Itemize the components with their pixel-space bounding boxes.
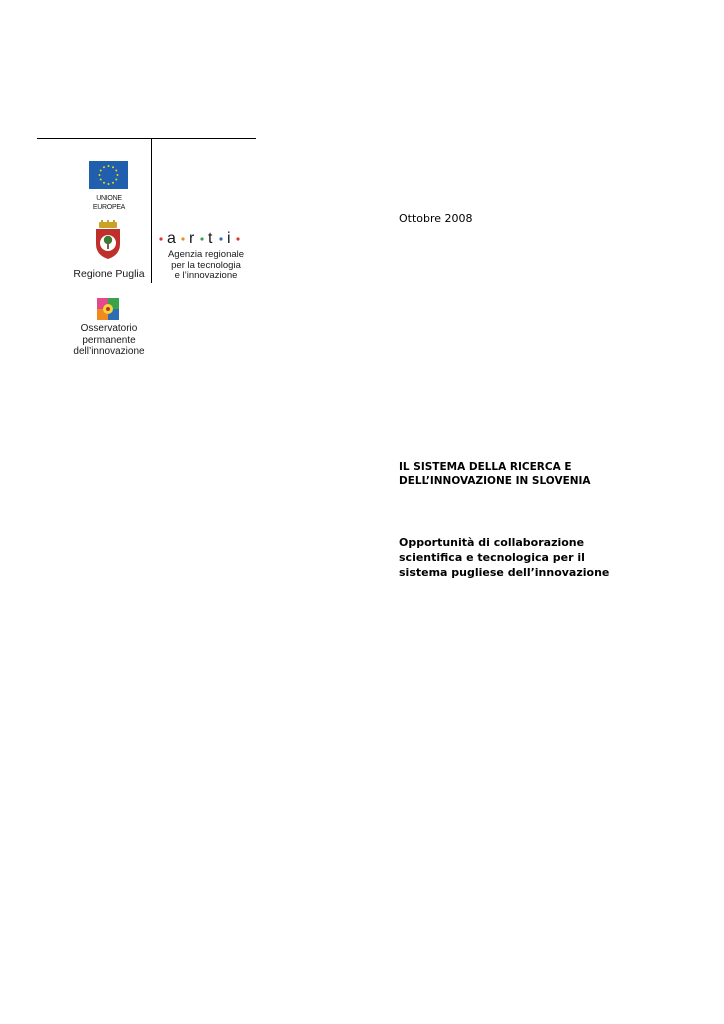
document-subtitle-line: sistema pugliese dell’innovazione [399, 566, 610, 579]
osservatorio-label-line: dell’innovazione [73, 346, 145, 357]
osservatorio-label [65, 323, 153, 358]
svg-text:t: t [208, 230, 213, 246]
arti-label-line: Agenzia regionale [167, 249, 245, 260]
eu-flag-icon [89, 161, 128, 189]
regione-puglia-logo [67, 220, 151, 284]
top-divider [37, 138, 256, 139]
arti-wordmark-icon [158, 228, 258, 246]
document-title-line: IL SISTEMA DELLA RICERCA E [399, 461, 572, 473]
eu-logo [87, 161, 131, 211]
svg-text:i: i [227, 230, 231, 246]
osservatorio-logo [65, 298, 159, 364]
arti-label-line: e l’innovazione [174, 270, 238, 281]
document-title-line: DELL’INNOVAZIONE IN SLOVENIA [399, 475, 591, 487]
document-title [399, 460, 689, 488]
osservatorio-label-line: Osservatorio [80, 323, 138, 334]
document-date: Ottobre 2008 [399, 212, 473, 225]
osservatorio-label-line: permanente [82, 334, 136, 346]
arti-logo [158, 228, 258, 288]
document-subtitle [399, 535, 689, 580]
vertical-divider [151, 139, 152, 283]
arti-label [160, 250, 252, 282]
document-subtitle-line: Opportunità di collaborazione [399, 536, 585, 549]
logo-block [37, 138, 257, 368]
eu-label: UNIONE EUROPEA [92, 195, 126, 211]
svg-text:a: a [167, 230, 176, 246]
regione-puglia-label: Regione Puglia [73, 268, 145, 280]
osservatorio-emblem-icon [97, 298, 119, 320]
document-subtitle-line: scientifica e tecnologica per il [399, 551, 585, 564]
arti-label-line: per la tecnologia [171, 259, 241, 271]
puglia-coat-of-arms-icon [92, 220, 124, 260]
svg-text:r: r [189, 230, 195, 246]
